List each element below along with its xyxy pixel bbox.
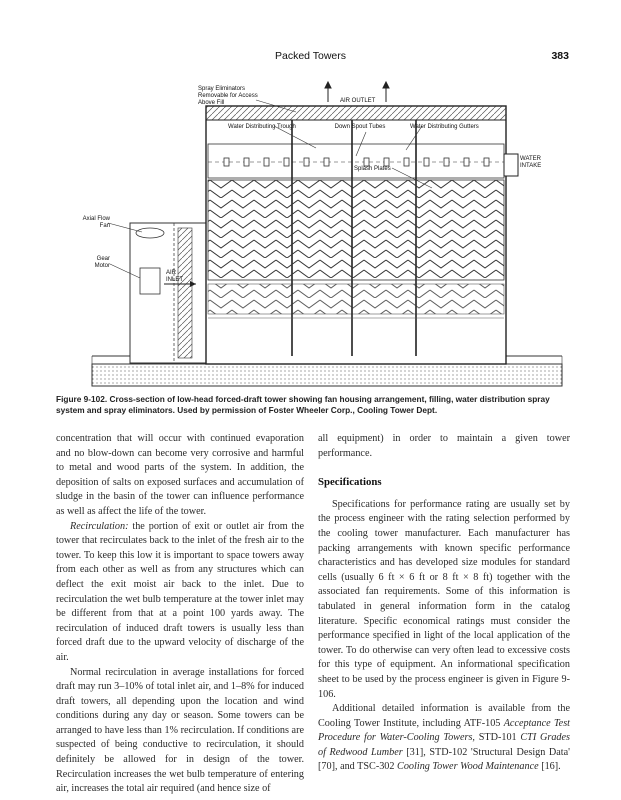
label-air-inlet: AIR INLET [166, 270, 184, 283]
paragraph: concentration that will occur with continued evaporation and no blow-down can become very corrosive and harmful to metal and wood parts of the system. In addition, the deposition of salts on exposed surfaces and accumulation of sludge in the basin of the tower can influence performance as well as affect the life of the tower. [56, 433, 304, 517]
label-water-intake: WATER INTAKE [520, 156, 542, 169]
running-head: Packed Towers [274, 50, 346, 62]
label-axial-fan: Axial Flow Fan [82, 216, 110, 229]
label-spray-eliminators: Spray Eliminators Removable for Access Above Fill [198, 86, 258, 106]
run-in-heading: Recirculation: [70, 520, 129, 532]
page-header [0, 50, 621, 70]
citation-title: Cooling Tower Wood Maintenance [397, 761, 539, 773]
label-air-outlet: AIR OUTLET [340, 98, 376, 104]
paragraph-text: the portion of exit or outlet air from the tower that recirculates back to the inlet of the fresh air to the tower. To keep this low it is important to space towers away from each other as well as from any structures which can deflect the exit moist air back to the inlet. Due to recirculation the wet bulb temperature at the tower inlet may be different from that at a point 100 yards away. The recirculation of induced draft towers is usually less than forced draft due to the upward velocity of discharge of the air. [56, 520, 304, 663]
paragraph-text: Additional detailed information is available from the Cooling Tower Institute, including ATF-105 [318, 703, 570, 729]
label-down-spout: Down Spout Tubes [334, 124, 386, 130]
paragraph-text: [16]. [538, 761, 561, 773]
eliminator-band [206, 106, 506, 120]
figure-caption: Figure 9-102. Cross-section of low-head forced-draft tower showing fan housing arrangement, filling, water distribution spray system and spray eliminators. Used by permission of Foster Wheeler Corp., Cooling Tower Dept. [56, 394, 550, 415]
paragraph-text: [31], STD-102 'Structural Design Data' [70], and TSC-302 [318, 746, 570, 773]
label-splash-plates: Splash Plates [354, 166, 391, 172]
paragraph [56, 520, 304, 666]
citation-title: CTI Grades of Redwood Lumber [318, 732, 570, 758]
citation-title: Acceptance Test Procedure for Water-Cooling Towers, [318, 717, 570, 744]
water-intake-box [504, 154, 518, 176]
left-column [56, 432, 304, 797]
tower-figure [56, 78, 566, 390]
packing-fill [208, 180, 504, 280]
gear-motor-box [140, 268, 160, 294]
page-number: 383 [551, 50, 569, 62]
tower-diagram [56, 78, 566, 390]
paragraph [318, 702, 570, 775]
label-water-trough: Water Distributing Trough [228, 124, 296, 130]
label-gear-motor: Gear Motor [94, 256, 110, 269]
lower-fill [208, 284, 504, 314]
right-column [318, 432, 570, 775]
paragraph-text: STD-101 [474, 732, 521, 744]
paragraph: Specifications for performance rating are usually set by the process engineer with the rating selection performed by the cooling tower manufacturer. Each manufacturer has packing arrangements with known specific performance characteristics and has developed size modules for standard cells (usually 6 ft × 6 ft or 8 ft × 8 ft) together with the associated fan requirements. Some of this information is tabulated in general information form in the catalog literature. Specific economical ratings must consider the performance specified in light of the local application of the tower. To do otherwise can very often lead to excessive costs for this type of equipment. An informational specification sheet to be used by the process engineer is given in Figure 9-106. [318, 498, 570, 700]
paragraph: all equipment) in order to maintain a given tower performance. [318, 433, 570, 459]
basin-floor [92, 364, 562, 386]
section-heading: Specifications [318, 476, 382, 489]
label-water-gutters: Water Distributing Gutters [410, 124, 479, 130]
paragraph: Normal recirculation in average installations for forced draft may run 3–10% of total inlet air, and 1–8% for induced draft towers, all depending upon the location and wind conditions during any day or season. Some towers can be arranged to have less than 1% recirculation. If conditions are suspected of being conductive to recirculation, it should definitely be allowed for in design of the tower. Recirculation increases the wet bulb temperature of entering air, increases the total air required (and hence size of [56, 666, 304, 795]
